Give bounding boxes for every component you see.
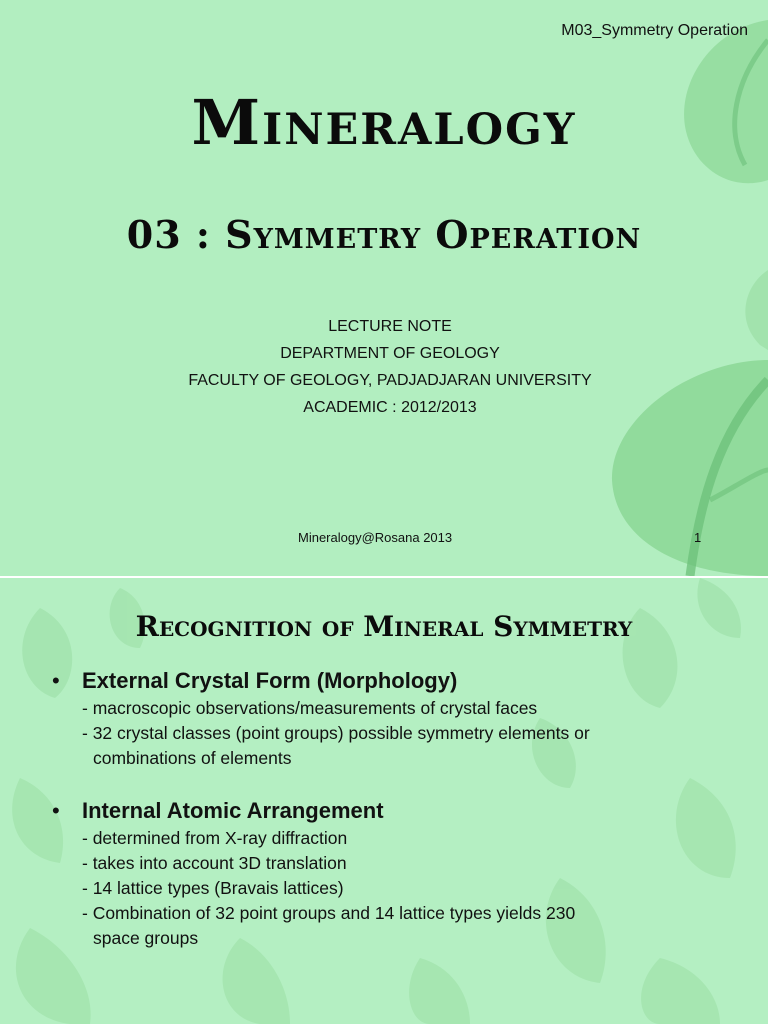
bullet-detail: - macroscopic observations/measurements of crystal faces bbox=[82, 698, 538, 718]
content-slide bbox=[0, 578, 768, 1024]
bullet-icon: • bbox=[52, 668, 60, 693]
bullet-detail: - 14 lattice types (Bravais lattices) bbox=[82, 878, 344, 898]
lecture-line: LECTURE NOTE bbox=[328, 318, 452, 335]
sub-title: 03 : Symmetry Operation bbox=[126, 212, 642, 257]
slide-title: Recognition of Mineral Symmetry bbox=[135, 610, 633, 643]
bullet-detail: space groups bbox=[93, 928, 199, 948]
lecture-line: ACADEMIC : 2012/2013 bbox=[303, 399, 477, 416]
bullet-external-form bbox=[52, 668, 742, 771]
bullet-detail: - takes into account 3D translation bbox=[82, 853, 347, 873]
bullet-detail-list bbox=[82, 826, 742, 951]
footer-credit: Mineralogy@Rosana 2013 bbox=[298, 530, 453, 545]
lecture-info bbox=[0, 313, 768, 421]
bullet-heading: External Crystal Form (Morphology) bbox=[82, 668, 458, 693]
slide-code: M03_Symmetry Operation bbox=[561, 22, 748, 39]
lecture-line: FACULTY OF GEOLOGY, PADJADJARAN UNIVERSITY bbox=[188, 372, 592, 389]
bullet-detail-list bbox=[82, 696, 742, 771]
bullet-heading: Internal Atomic Arrangement bbox=[82, 798, 384, 823]
bullet-detail: combinations of elements bbox=[93, 748, 292, 768]
lecture-line: DEPARTMENT OF GEOLOGY bbox=[280, 345, 500, 362]
bullet-internal-arrangement bbox=[52, 798, 742, 951]
main-title: Mineralogy bbox=[191, 86, 577, 159]
bullet-icon: • bbox=[52, 798, 60, 823]
page-number: 1 bbox=[694, 530, 702, 545]
bullet-heading-row bbox=[52, 798, 742, 824]
bullet-detail: - 32 crystal classes (point groups) possible symmetry elements or bbox=[82, 723, 590, 743]
bullet-heading-row bbox=[52, 668, 742, 694]
bullet-detail: - Combination of 32 point groups and 14 lattice types yields 230 bbox=[82, 903, 576, 923]
bullet-detail: - determined from X-ray diffraction bbox=[82, 828, 348, 848]
